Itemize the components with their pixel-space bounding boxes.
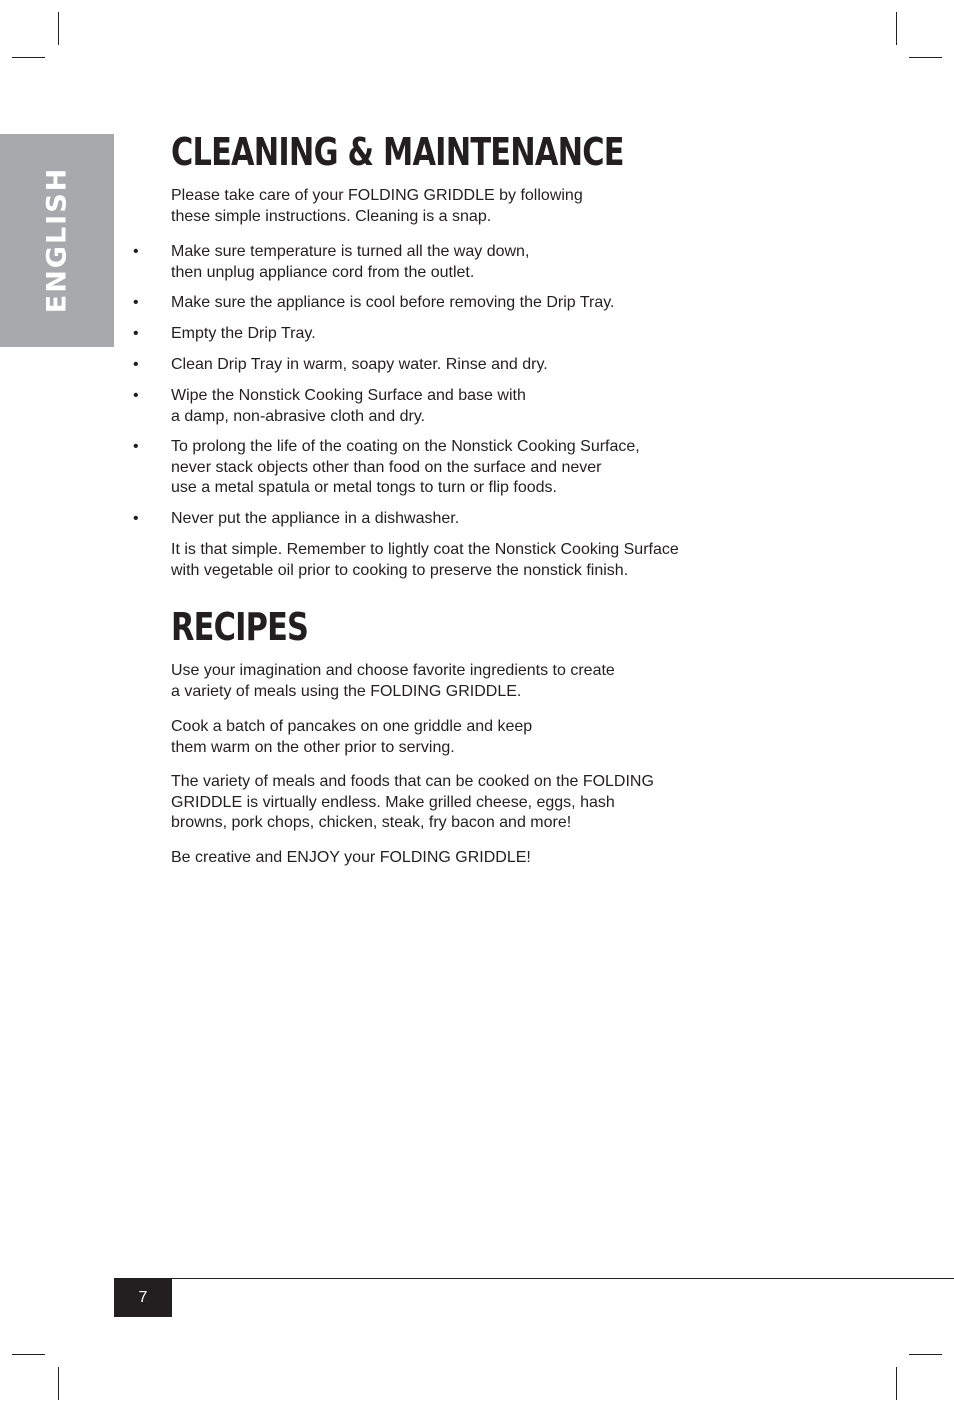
bullet-icon: • [133, 294, 139, 311]
recipes-paragraph: The variety of meals and foods that can be cooked on the FOLDING GRIDDLE is virtually endless. Make grilled cheese, eggs, hash browns, pork chops, chicken, steak, fry bacon and more! [171, 773, 654, 831]
list-item-text: To prolong the life of the coating on the Nonstick Cooking Surface, never stack objects other than food on the surface and never use a metal spatula or metal tongs to turn or flip foods. [171, 438, 640, 496]
recipes-paragraph: Use your imagination and choose favorite ingredients to create a variety of meals using the FOLDING GRIDDLE. [171, 662, 615, 700]
recipes-paragraph: Be creative and ENJOY your FOLDING GRIDDLE! [171, 849, 531, 866]
bullet-icon: • [133, 438, 139, 455]
list-item-text: Never put the appliance in a dishwasher. [171, 510, 460, 527]
bullet-icon: • [133, 510, 139, 527]
crop-mark [58, 12, 59, 45]
list-item-text: Make sure temperature is turned all the way down, then unplug appliance cord from the outlet. [171, 243, 530, 281]
cleaning-intro: Please take care of your FOLDING GRIDDLE by following these simple instructions. Cleaning is a snap. [171, 187, 583, 225]
bullet-icon: • [133, 387, 139, 404]
crop-mark [12, 1354, 45, 1355]
cleaning-outro: It is that simple. Remember to lightly coat the Nonstick Cooking Surface with vegetable oil prior to cooking to preserve the nonstick finish. [171, 541, 679, 579]
crop-mark [58, 1367, 59, 1400]
list-item-text: Make sure the appliance is cool before removing the Drip Tray. [171, 294, 615, 311]
crop-mark [909, 57, 942, 58]
crop-mark [896, 1367, 897, 1400]
bullet-icon: • [133, 356, 139, 373]
page-number: 7 [114, 1278, 172, 1317]
language-tab-label: ENGLISH [41, 166, 73, 314]
recipes-paragraph: Cook a batch of pancakes on one griddle and keep them warm on the other prior to serving. [171, 718, 533, 756]
footer-divider [114, 1278, 954, 1279]
bullet-icon: • [133, 325, 139, 342]
crop-mark [909, 1354, 942, 1355]
crop-mark [896, 12, 897, 45]
list-item-text: Wipe the Nonstick Cooking Surface and base with a damp, non-abrasive cloth and dry. [171, 387, 526, 425]
recipes-heading: RECIPES [171, 605, 309, 649]
list-item-text: Clean Drip Tray in warm, soapy water. Rinse and dry. [171, 356, 548, 373]
crop-mark [12, 57, 45, 58]
list-item-text: Empty the Drip Tray. [171, 325, 316, 342]
cleaning-heading: CLEANING & MAINTENANCE [171, 130, 624, 174]
bullet-icon: • [133, 243, 139, 260]
